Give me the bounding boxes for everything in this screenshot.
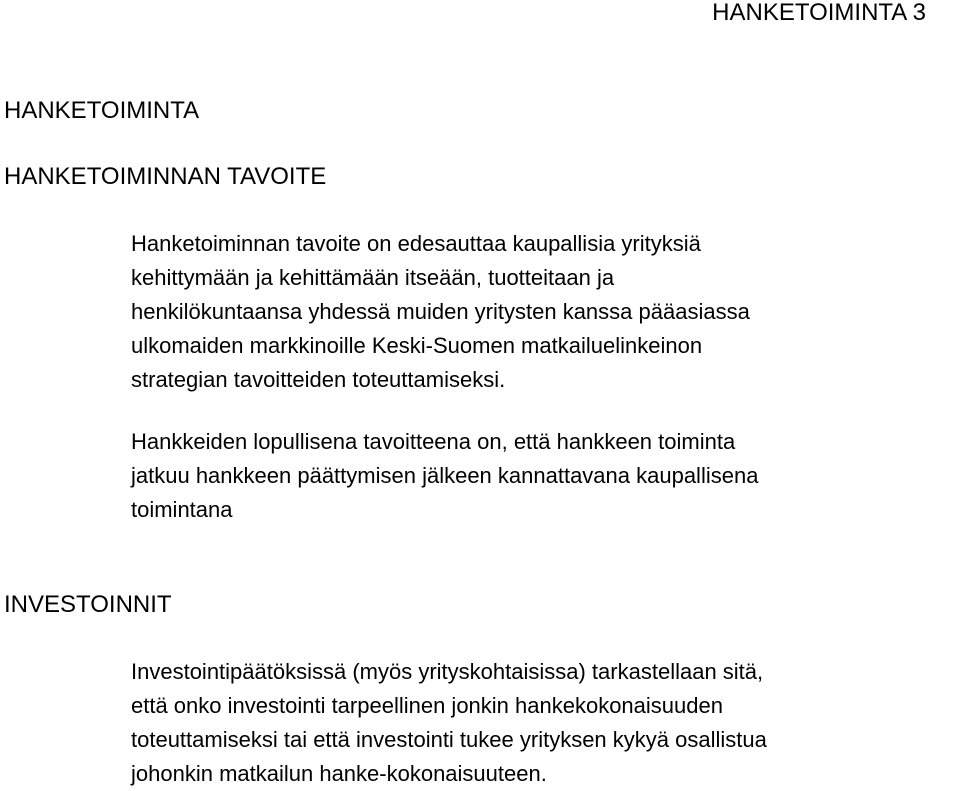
section-heading-investments: INVESTOINNIT <box>4 591 172 618</box>
section-heading-goal: HANKETOIMINNAN TAVOITE <box>4 163 327 190</box>
section-heading-hanketoiminta: HANKETOIMINTA <box>4 97 200 124</box>
paragraph-line: ulkomaiden markkinoille Keski-Suomen matkailuelinkeinon <box>131 333 703 358</box>
goal-paragraph-2 <box>131 425 957 527</box>
paragraph-line: Investointipäätöksissä (myös yrityskohtaisissa) tarkastellaan sitä, <box>131 659 764 684</box>
paragraph-line: jatkuu hankkeen päättymisen jälkeen kannattavana kaupallisena <box>131 463 759 488</box>
paragraph-line: Hanketoiminnan tavoite on edesauttaa kaupallisia yrityksiä <box>131 231 701 256</box>
goal-paragraph-1 <box>131 227 957 397</box>
paragraph-line: että onko investointi tarpeellinen jonkin hankekokonaisuuden <box>131 693 723 718</box>
paragraph-line: strategian tavoitteiden toteuttamiseksi. <box>131 367 506 392</box>
paragraph-line: toimintana <box>131 497 233 522</box>
investments-paragraph <box>131 655 957 791</box>
paragraph-line: henkilökuntaansa yhdessä muiden yritysten kanssa pääasiassa <box>131 299 750 324</box>
paragraph-line: toteuttamiseksi tai että investointi tukee yrityksen kykyä osallistua <box>131 727 767 752</box>
paragraph-line: johonkin matkailun hanke-kokonaisuuteen. <box>131 761 547 786</box>
page-header-label: HANKETOIMINTA 3 <box>712 0 926 26</box>
paragraph-line: kehittymään ja kehittämään itseään, tuotteitaan ja <box>131 265 615 290</box>
paragraph-line: Hankkeiden lopullisena tavoitteena on, että hankkeen toiminta <box>131 429 736 454</box>
